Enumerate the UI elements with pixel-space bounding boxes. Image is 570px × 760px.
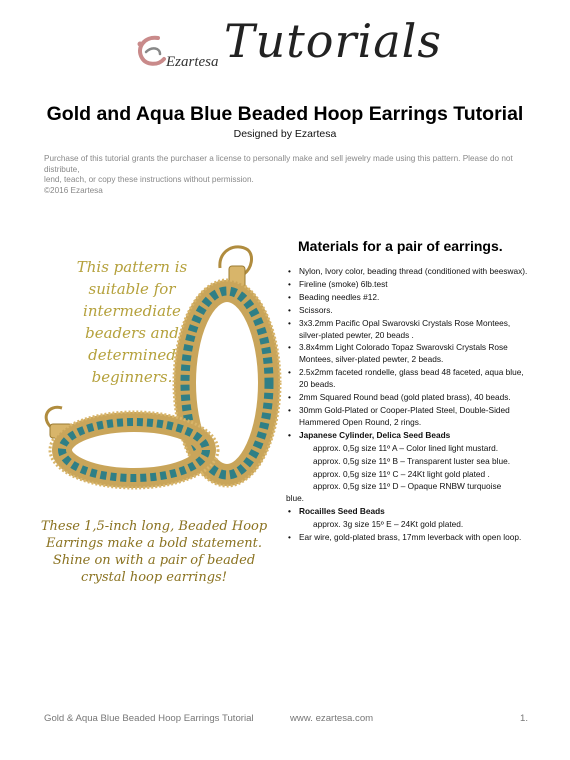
license-line: lend, teach, or copy these instructions without permission.: [44, 175, 254, 184]
list-item: • 30mm Gold-Plated or Cooper-Plated Steel, Double-Sided Hammered Open Round, 2 rings.: [286, 405, 531, 429]
materials-list: [286, 266, 531, 545]
list-subitem: approx. 0,5g size 11º C – 24Kt light gold plated .: [313, 468, 490, 479]
list-item: • Beading needles #12.: [286, 292, 531, 304]
list-item: • Nylon, Ivory color, beading thread (conditioned with beeswax).: [286, 266, 531, 278]
list-item: • 3x3.2mm Pacific Opal Swarovski Crystals Rose Montees, silver-plated pewter, 20 beads .: [286, 318, 531, 342]
list-item-heading: • Japanese Cylinder, Delica Seed Beads: [286, 430, 531, 442]
page-title: Gold and Aqua Blue Beaded Hoop Earrings Tutorial: [46, 103, 524, 125]
footer-website: www. ezartesa.com: [290, 713, 374, 724]
list-item: • Fireline (smoke) 6lb.test: [286, 279, 531, 291]
footer-title: Gold & Aqua Blue Beaded Hoop Earrings Tutorial: [44, 713, 254, 724]
list-item: • Scissors.: [286, 305, 531, 317]
logo-script-text: Tutorials: [224, 14, 442, 68]
skill-level-note: This pattern is suitable for intermediate beaders and determined beginners.: [76, 258, 188, 386]
list-item: • 2mm Squared Round bead (gold plated brass), 40 beads.: [286, 392, 531, 404]
page-number: 1.: [520, 713, 529, 724]
logo: [132, 14, 442, 86]
list-item-heading: • Rocailles Seed Beads: [286, 506, 531, 518]
list-subitem: approx. 0,5g size 11º D – Opaque RNBW turquoise: [313, 481, 502, 492]
materials-title: Materials for a pair of earrings.: [298, 238, 503, 254]
list-subitem: approx. 3g size 15º E – 24Kt gold plated.: [313, 519, 464, 530]
list-subitem-continuation: blue.: [286, 493, 304, 504]
license-notice: [44, 154, 544, 196]
list-subitem: approx. 0,5g size 11º B – Transparent luster sea blue.: [313, 455, 511, 466]
list-item: • Ear wire, gold-plated brass, 17mm leverback with open loop.: [286, 532, 531, 544]
logo-small-text: Ezartesa: [166, 54, 219, 70]
copyright-line: ©2016 Ezartesa: [44, 185, 103, 195]
page-subtitle: Designed by Ezartesa: [233, 128, 337, 140]
license-line: Purchase of this tutorial grants the purchaser a license to personally make and sell jewelry made using this pattern. Please do not distribute,: [44, 154, 513, 174]
earrings-description-note: These 1,5-inch long, Beaded Hoop Earrings make a bold statement. Shine on with a pair of beaded crystal hoop earrings!: [40, 519, 268, 585]
list-subitem: approx. 0,5g size 11º A – Color lined light mustard.: [313, 442, 499, 453]
list-item: • 3.8x4mm Light Colorado Topaz Swarovski Crystals Rose Montees, silver-plated pewter, 2 beads.: [286, 342, 531, 366]
list-item: • 2.5x2mm faceted rondelle, glass bead 48 faceted, aqua blue, 20 beads.: [286, 367, 531, 391]
